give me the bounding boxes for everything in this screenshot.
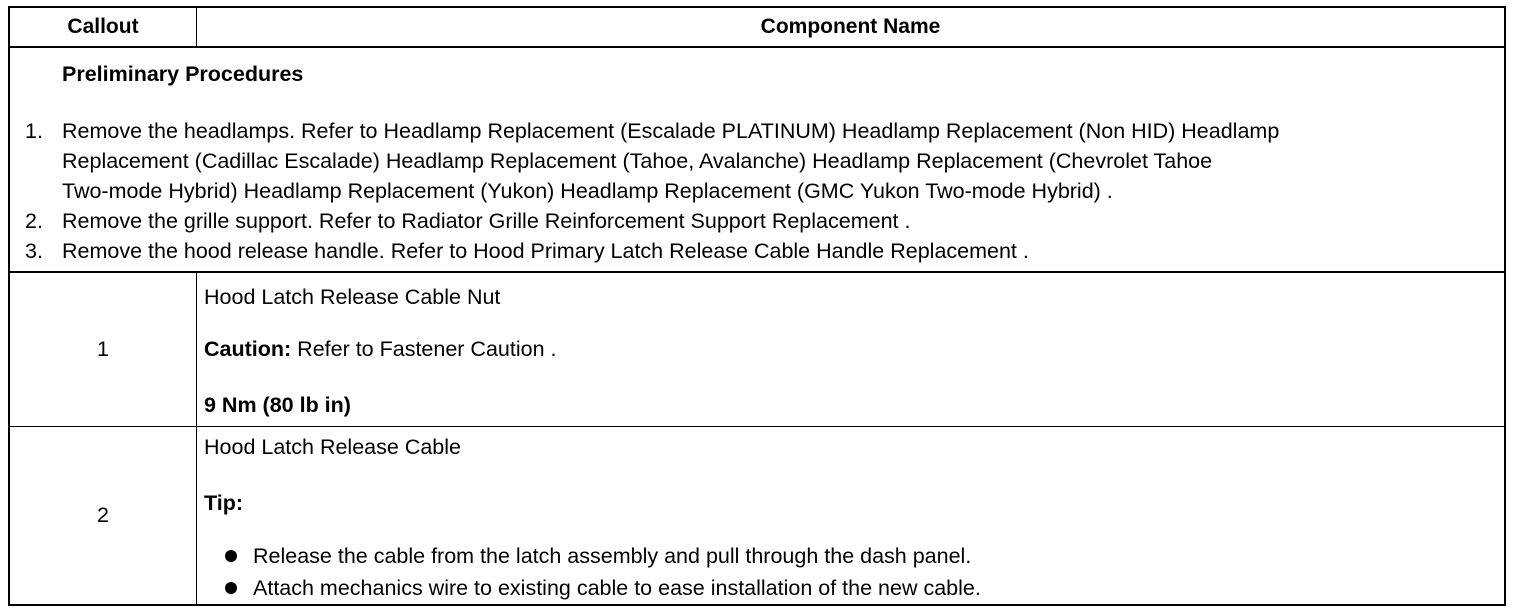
preliminary-step [10,116,1490,206]
tip-list [197,540,981,604]
tip-label: Tip: [204,491,244,515]
callout-number: 2 [10,427,197,604]
step-text-line: Replacement (Cadillac Escalade) Headlamp Replacement (Tahoe, Avalanche) Headlamp Replacement (Chevrolet Tahoe [62,149,1213,173]
step-text-line: Remove the grille support. Refer to Radiator Grille Reinforcement Support Replacement . [62,209,911,233]
table-header-row [10,8,1504,48]
component-name-column-header: Component Name [760,15,941,38]
preliminary-step [10,236,1490,266]
tip-item [197,572,981,604]
bullet-icon [225,550,237,562]
preliminary-step [10,206,1490,236]
step-number: 1. [25,119,43,143]
preliminary-procedures-section [10,48,1504,273]
step-number: 3. [25,239,43,263]
component-cell [197,273,1504,426]
preliminary-procedures-title: Preliminary Procedures [62,62,304,86]
callout-number: 1 [10,273,197,426]
step-text-line: Remove the hood release handle. Refer to Hood Primary Latch Release Cable Handle Replacement . [62,239,1029,263]
component-name: Hood Latch Release Cable Nut [204,285,501,309]
callout-column-header: Callout [10,8,197,46]
step-text-line: Remove the headlamps. Refer to Headlamp Replacement (Escalade PLATINUM) Headlamp Replacement (Non HID) Headlamp [62,119,1280,143]
step-text-line: Two-mode Hybrid) Headlamp Replacement (Yukon) Headlamp Replacement (GMC Yukon Two-mode Hybrid) . [62,179,1113,203]
caution-text: Refer to Fastener Caution . [291,337,557,361]
bullet-icon [225,582,237,594]
step-number: 2. [25,209,43,233]
torque-spec: 9 Nm (80 lb in) [204,393,351,417]
procedure-table [8,6,1506,606]
tip-item [197,540,981,572]
caution-note [204,337,556,362]
tip-text: Attach mechanics wire to existing cable to ease installation of the new cable. [253,576,981,600]
tip-text: Release the cable from the latch assembly and pull through the dash panel. [253,544,972,568]
table-row [10,427,1504,604]
table-row [10,273,1504,427]
component-name: Hood Latch Release Cable [204,435,461,459]
preliminary-steps-list [10,116,1490,266]
caution-label: Caution: [204,337,292,361]
component-cell [197,427,1504,604]
